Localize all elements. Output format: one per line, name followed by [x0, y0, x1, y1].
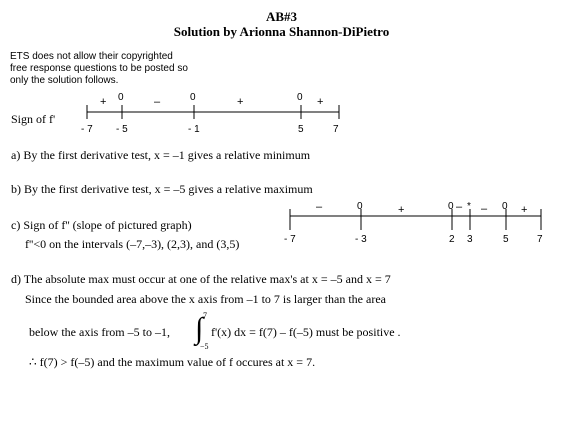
sign-f2-tick-label: 2: [449, 234, 455, 245]
sign-f2-inflection-star: *: [467, 201, 471, 212]
sign-f2-zero: 0: [357, 201, 363, 212]
sign-f1-tick-label: - 1: [188, 124, 200, 135]
sign-f2-plus: +: [398, 204, 405, 216]
integral-lower-limit: −5: [200, 342, 209, 351]
sign-f1-zero: 0: [297, 92, 303, 103]
part-d-line1: d) The absolute max must occur at one of the relative max's at x = –5 and x = 7: [11, 272, 391, 286]
sign-f2-tick-label: 7: [537, 234, 543, 245]
integral-sign: ∫: [195, 312, 204, 345]
sign-f2-tick-label: - 3: [355, 234, 367, 245]
sign-f1-tick-label: 5: [298, 124, 304, 135]
page-title: AB#3: [265, 9, 298, 24]
part-d-line3-after: f'(x) dx = f(7) – f(–5) must be positive .: [211, 325, 401, 339]
sign-f1-tick-label: - 5: [116, 124, 128, 135]
part-c-line1: c) Sign of f'' (slope of pictured graph): [11, 218, 192, 232]
part-a-text: a) By the first derivative test, x = –1 gives a relative minimum: [11, 148, 311, 162]
sign-f2-tick-label: 5: [503, 234, 509, 245]
sign-f1-zero: 0: [118, 92, 124, 103]
sign-f1-plus: +: [100, 96, 107, 108]
sign-f1-minus: –: [154, 96, 161, 108]
note-line: ETS does not allow their copyrighted: [10, 51, 173, 62]
sign-f2-minus: –: [481, 203, 488, 215]
page-subtitle: Solution by Arionna Shannon-DiPietro: [173, 24, 390, 39]
note-line: free response questions to be posted so: [10, 63, 188, 74]
sign-f2-minus: –: [316, 201, 323, 213]
part-d-line3-before: below the axis from –5 to –1,: [29, 325, 170, 339]
sign-f2-zero: 0: [502, 201, 508, 212]
integral-upper-limit: 7: [203, 311, 207, 320]
note-line: only the solution follows.: [10, 75, 119, 86]
sign-f1-tick-label: - 7: [81, 124, 93, 135]
part-d-line2: Since the bounded area above the x axis from –1 to 7 is larger than the area: [25, 292, 386, 306]
sign-f1-tick-label: 7: [333, 124, 339, 135]
sign-f1-zero: 0: [190, 92, 196, 103]
sign-f1-label: Sign of f': [11, 112, 56, 126]
part-d-line4: ∴ f(7) > f(–5) and the maximum value of f occures at x = 7.: [29, 355, 316, 369]
sign-f2-zero: 0: [448, 201, 454, 212]
sign-f2-tick-label: - 7: [284, 234, 296, 245]
sign-f2-tick-label: 3: [467, 234, 473, 245]
sign-f1-plus: +: [237, 96, 244, 108]
sign-f1-plus: +: [317, 96, 324, 108]
part-b-text: b) By the first derivative test, x = –5 gives a relative maximum: [11, 182, 313, 196]
sign-f2-plus: +: [521, 204, 528, 216]
sign-f2-minus: –: [456, 201, 463, 213]
part-c-line2: f''<0 on the intervals (–7,–3), (2,3), and (3,5): [25, 237, 240, 251]
